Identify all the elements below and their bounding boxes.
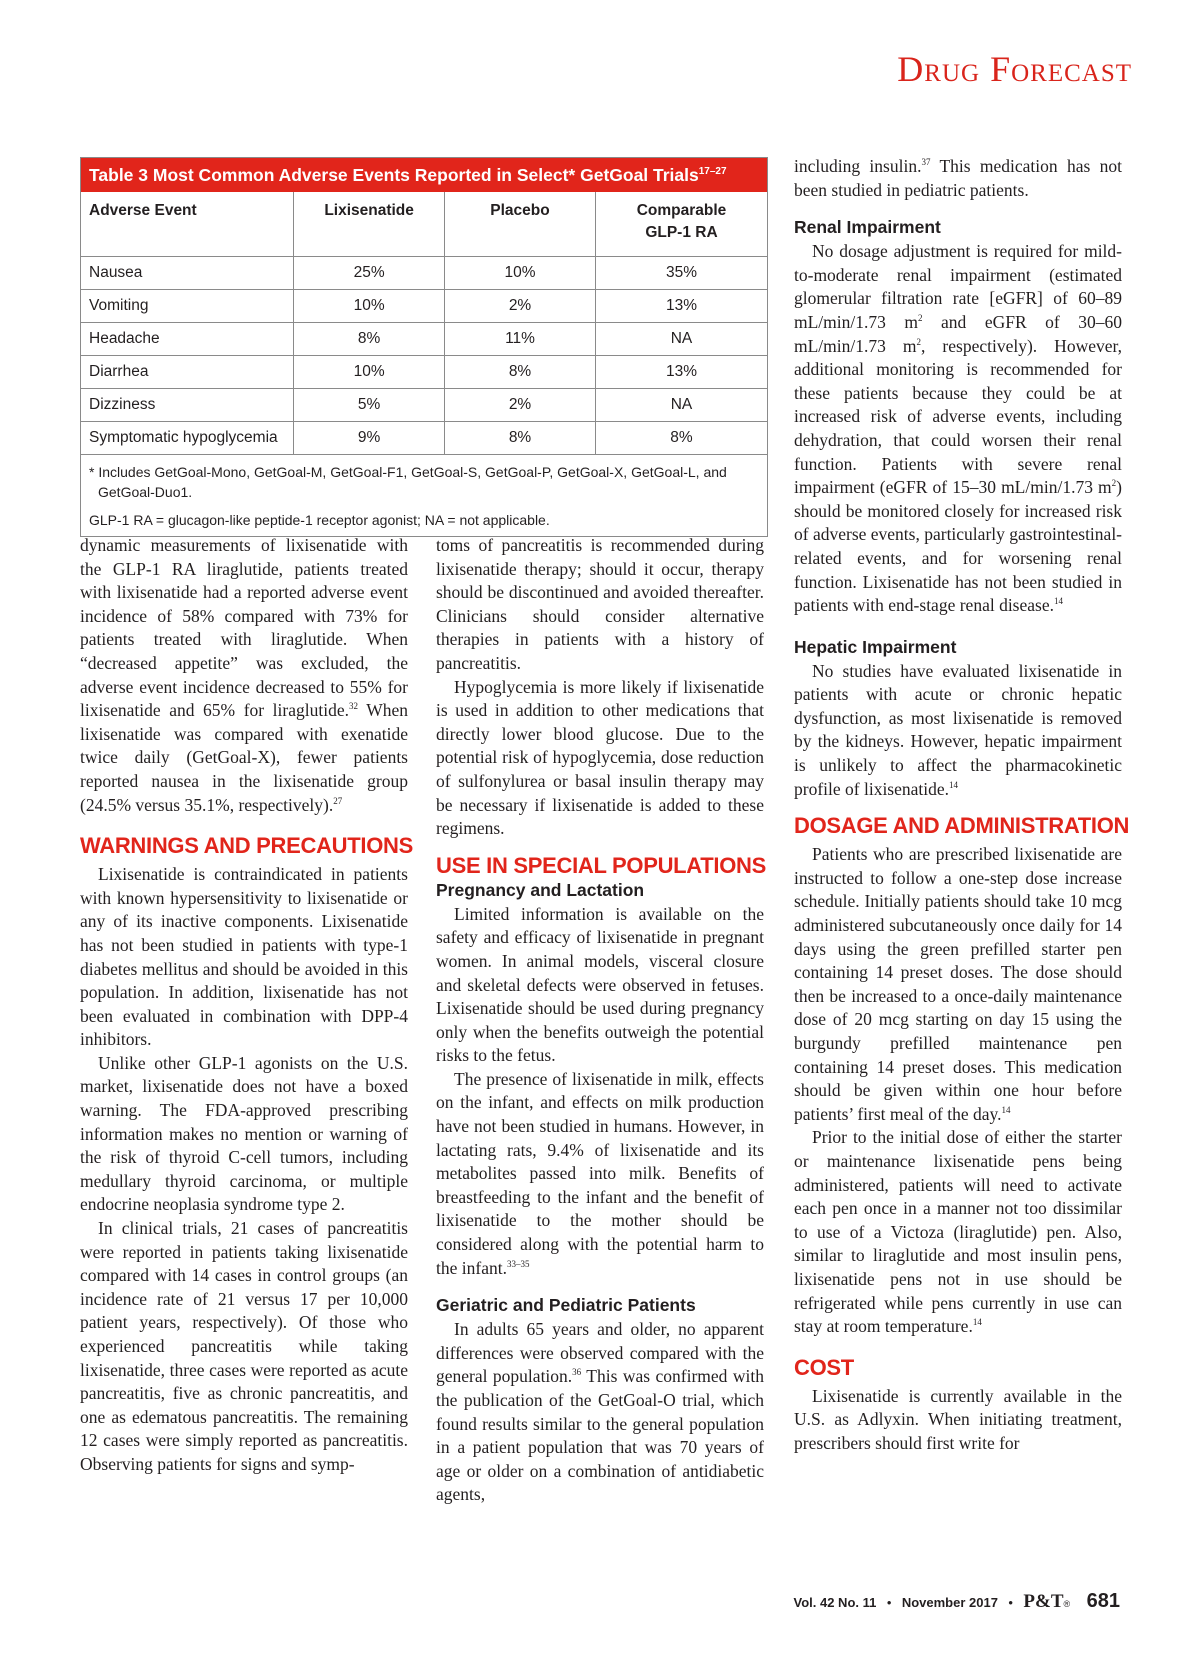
table-cell: 10% [294,355,445,388]
table-cell: 35% [595,256,767,289]
table-header-row [81,192,767,256]
heading-cost: COST [794,1354,854,1380]
citation: 14 [1001,1104,1011,1115]
citation: 14 [949,779,959,790]
table-cell: Nausea [89,263,143,281]
table-cell: 25% [294,256,445,289]
table-cell: 13% [595,289,767,322]
table-cell: 9% [294,421,445,454]
citation: 14 [1053,596,1063,607]
table-cell: 10% [294,289,445,322]
table-cell: 10% [445,256,596,289]
table-cell: 2% [445,388,596,421]
footer-date: November 2017 [901,1595,998,1610]
table-cell: Headache [81,322,294,355]
heading-warnings-and-precautions: WARNINGS AND PRECAUTIONS [80,833,413,859]
table-footnote-trials: * Includes GetGoal-Mono, GetGoal-M, GetGoal-F1, GetGoal-S, GetGoal-P, GetGoal-X, GetGoal-L, and GetGoal-Duo1. [89,463,727,500]
column-header: Adverse Event [89,202,197,219]
citation: 32 [348,701,358,712]
citation: 14 [972,1317,982,1328]
paragraph: In clinical trials, 21 cases of pancreatitis were reported in patients taking lixisenatide compared with 14 cases in control groups (an incidence rate of 21 versus 17 per 10,000 patient years, respectively). Of those who experienced pancreatitis while taking lixisenatide, three cases were reported as acute pancreatitis, five as chronic pancreatitis, and one as edematous pancreatitis. The remaining 12 cases were simply reported as pancreatitis. Observing patients for signs and symp- [80,1218,408,1474]
citation: 33–35 [506,1258,530,1269]
table-title-refs: 17–27 [698,166,727,178]
table-cell: 8% [595,421,767,454]
table-cell: 13% [595,355,767,388]
text-column-3 [794,155,1130,1456]
separator-dot: • [1008,1595,1013,1610]
column-header: Comparable GLP-1 RA [595,192,767,256]
column-header: Lixisenatide [294,192,445,256]
paragraph: Limited information is available on the safety and efficacy of lixisenatide in pregnant women. In animal models, visceral closure and skeletal defects were observed in fetuses. Lixisenatide should be used during pregnancy only when the benefits outweigh the potential risks to the fetus. [436,903,764,1066]
paragraph: Lixisenatide is currently available in the U.S. as Adlyxin. When initiating treatment, prescribers should first write for [794,1385,1122,1453]
paragraph: Unlike other GLP-1 agonists on the U.S. market, lixisenatide does not have a boxed warning. The FDA-approved prescribing information makes no mention or warning of the risk of thyroid C-cell tumors, including medullary thyroid carcinoma, or multiple endocrine neoplasia syndrome type 2. [80,1052,408,1215]
citation: 36 [572,1367,582,1378]
page-number: 681 [1086,1590,1120,1612]
table-cell: Diarrhea [81,355,294,388]
column-header: Placebo [445,192,596,256]
paragraph: Lixisenatide is contraindicated in patients with known hypersensitivity to lixisenatide or any of its inactive components. Lixisenatide has not been studied in patients with type-1 diabetes mellitus and should be avoided in this population. In addition, lixisenatide has not been evaluated in combination with DPP-4 inhibitors. [80,864,408,1050]
footer-journal: P&T [1023,1591,1064,1612]
table-cell: Symptomatic hypoglycemia [81,421,294,454]
paragraph: No studies have evaluated lixisenatide in patients with acute or chronic hepatic dysfunction, as most lixisenatide is removed by the kidneys. However, hepatic impairment is unlikely to affect the pharmacokinetic profile of lixisenatide.$^{14}$ [794,660,1122,799]
text-column-2 [436,534,764,1507]
table-row [81,421,767,454]
table-cell: NA [595,388,767,421]
citation: 37 [921,157,931,168]
paragraph: No dosage adjustment is required for mild-to-moderate renal impairment (estimated glomerular filtration rate [eGFR] of 60–89 mL/min/1.73 $m^2$ and eGFR of 30–60 mL/min/1.73 $m^2$, respectively). However, additional monitoring is recommended for these patients because they could be at increased risk of adverse events, including dehydration, that could worsen their renal function. Patients with severe renal impairment (eGFR of 15–30 mL/min/1.73 $m^2$) should be monitored closely for increased risk of adverse events, particularly gastrointestinal-related events, and for worsening renal function. Lixisenatide has not been studied in patients with end-stage renal disease.$^{14}$ [794,241,1123,616]
adverse-events-table [80,157,768,537]
subheading-geriatric-pediatric: Geriatric and Pediatric Patients [436,1295,696,1316]
table-cell: Vomiting [81,289,294,322]
table-cell: NA [595,322,767,355]
paragraph: Patients who are prescribed lixisenatide are instructed to follow a one-step dose increase schedule. Initially patients should take 10 mcg administered subcutaneously once daily for 14 days using the green prefilled starter pen containing 14 preset doses. The dose should then be increased to a once-daily maintenance dose of 20 mcg starting on day 15 using the burgundy prefilled maintenance pen containing 14 preset doses. This medication should be given within one hour before patients’ first meal of the day.$^{14}$ [794,844,1122,1124]
table-footnotes [81,454,767,536]
table-row [81,256,767,289]
table-row [81,355,767,388]
subheading-renal-impairment: Renal Impairment [794,217,941,238]
table-cell: Dizziness [81,388,294,421]
heading-special-populations: USE IN SPECIAL POPULATIONS [436,852,766,878]
table-row [81,289,767,322]
table-cell: 8% [445,355,596,388]
paragraph: including insulin.$^{37}$ This medication has not been studied in pediatric patients. [794,156,1122,200]
table-cell: 5% [294,388,445,421]
table-title: Table 3 Most Common Adverse Events Reported in Select* GetGoal Trials$^{17-27}$ [81,158,767,192]
paragraph: toms of pancreatitis is recommended during lixisenatide therapy; should it occur, therapy should be discontinued and avoided thereafter. Clinicians should consider alternative therapies in patients with a history of pancreatitis. [436,535,764,673]
paragraph: In adults 65 years and older, no apparent differences were observed compared with the general population.$^{36}$ This was confirmed with the publication of the GetGoal-O trial, which found results similar to the general population in a patient population that was 70 years of age or older on a combination of antidiabetic agents, [436,1319,764,1505]
footer-registered-mark: ® [1063,1599,1071,1609]
paragraph: Prior to the initial dose of either the starter or maintenance lixisenatide pens being administered, patients will need to activate each pen once in a manner not too dissimilar to use of a Victoza (liraglutide) pen. Also, similar to liraglutide and most insulin pens, lixisenatide pens not in use should be refrigerated while pens currently in use can stay at room temperature.$^{14}$ [794,1127,1122,1337]
paragraph: Hypoglycemia is more likely if lixisenatide is used in addition to other medications that directly lower blood glucose. Due to the potential risk of hypoglycemia, dose reduction of sulfonylurea or basal insulin therapy may be necessary if lixisenatide is added to these regimens. [436,676,764,839]
table-footnote-abbrev: GLP-1 RA = glucagon-like peptide-1 receptor agonist; NA = not applicable. [89,511,550,528]
heading-dosage-administration: DOSAGE AND ADMINISTRATION [794,813,1130,839]
section-header: Drug Forecast [897,49,1132,89]
table-row [81,322,767,355]
separator-dot: • [886,1595,892,1610]
table-cell: 8% [294,322,445,355]
paragraph: dynamic measurements of lixisenatide with the GLP-1 RA liraglutide, patients treated with lixisenatide had a reported adverse event incidence of 58% compared with 73% for patients treated with liraglutide. When “decreased appetite” was excluded, the adverse event incidence decreased to 55% for lixisenatide and 65% for liraglutide.$^{32}$ When lixisenatide was compared with exenatide twice daily (GetGoal-X), fewer patients reported nausea in the lixisenatide group (24.5% versus 35.1%, respectively).$^{27}$ [80,535,408,815]
table-cell: 11% [445,322,596,355]
citation: 27 [333,795,343,806]
text-column-1 [80,534,413,1477]
table-cell: 8% [445,421,596,454]
table-cell: 2% [445,289,596,322]
subheading-hepatic-impairment: Hepatic Impairment [794,636,957,657]
subheading-pregnancy-lactation: Pregnancy and Lactation [436,879,645,900]
page-footer [794,1590,1121,1613]
paragraph: The presence of lixisenatide in milk, effects on the infant, and effects on milk production have not been studied in humans. However, in lactating rats, 9.4% of lixisenatide and its metabolites passed into milk. Benefits of breastfeeding to the infant and the benefit of lixisenatide to the mother should be considered along with the potential harm to the infant.$^{33-35}$ [436,1068,764,1278]
table-row [81,388,767,421]
footer-volume: Vol. 42 No. 11 [793,1595,877,1610]
